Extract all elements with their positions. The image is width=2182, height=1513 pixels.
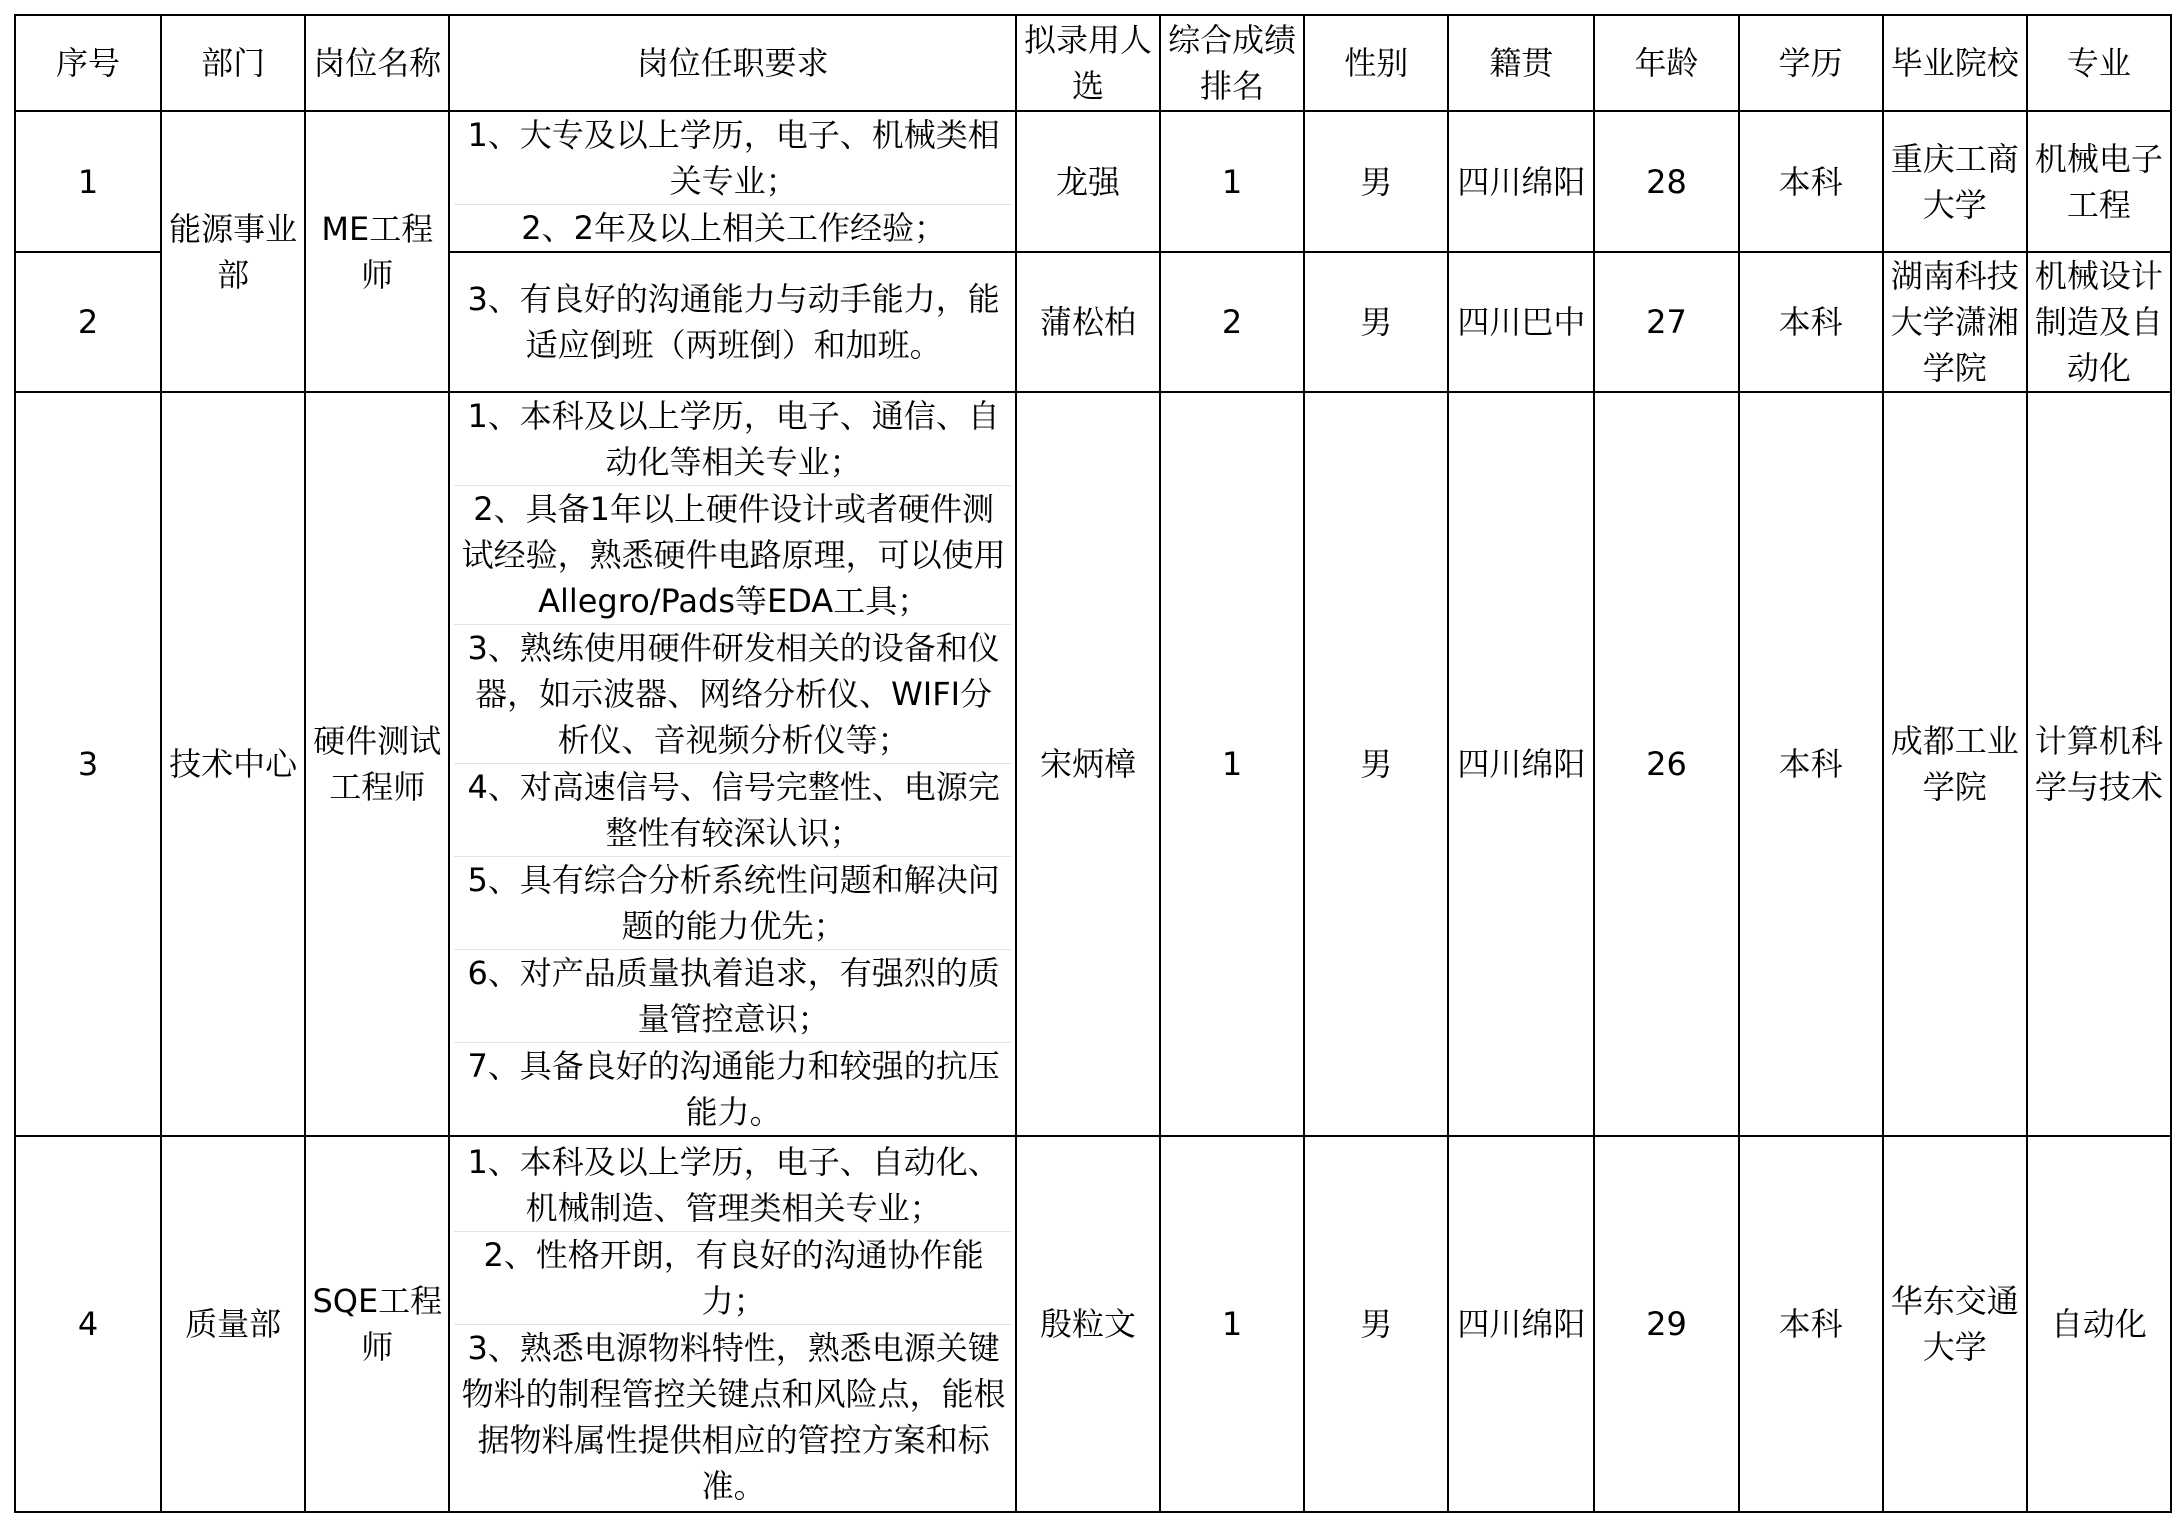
cell-rank: 1 <box>1160 392 1304 1136</box>
header-education: 学历 <box>1739 15 1883 111</box>
header-gender: 性别 <box>1304 15 1448 111</box>
cell-major: 机械电子工程 <box>2027 111 2171 252</box>
header-rank: 综合成绩排名 <box>1160 15 1304 111</box>
cell-seq: 1 <box>15 111 161 252</box>
cell-candidate: 殷粒文 <box>1016 1136 1160 1512</box>
cell-origin: 四川巴中 <box>1448 252 1594 392</box>
cell-gender: 男 <box>1304 392 1448 1136</box>
requirement-item: 2、具备1年以上硬件设计或者硬件测试经验，熟悉硬件电路原理，可以使用Allegro/Pads等EDA工具； <box>454 486 1011 625</box>
cell-candidate: 宋炳樟 <box>1016 392 1160 1136</box>
cell-education: 本科 <box>1739 111 1883 252</box>
requirement-item: 7、具备良好的沟通能力和较强的抗压能力。 <box>467 1047 1000 1131</box>
cell-major: 自动化 <box>2027 1136 2171 1512</box>
cell-education: 本科 <box>1739 1136 1883 1512</box>
table-row <box>15 1136 2171 1512</box>
cell-gender: 男 <box>1304 1136 1448 1512</box>
cell-rank: 2 <box>1160 252 1304 392</box>
table-row <box>15 111 2171 252</box>
cell-seq: 4 <box>15 1136 161 1512</box>
cell-dept: 质量部 <box>161 1136 305 1512</box>
cell-gender: 男 <box>1304 111 1448 252</box>
requirement-item: 2、2年及以上相关工作经验； <box>521 209 946 247</box>
cell-position: SQE工程师 <box>305 1136 449 1512</box>
requirement-item: 4、对高速信号、信号完整性、电源完整性有较深认识； <box>454 764 1011 857</box>
cell-requirements <box>449 1136 1016 1512</box>
cell-major: 机械设计制造及自动化 <box>2027 252 2171 392</box>
cell-origin: 四川绵阳 <box>1448 1136 1594 1512</box>
cell-education: 本科 <box>1739 252 1883 392</box>
cell-dept: 能源事业部 <box>161 111 305 392</box>
cell-position: ME工程师 <box>305 111 449 392</box>
cell-requirements <box>449 252 1016 392</box>
header-row <box>15 15 2171 111</box>
requirement-item: 1、大专及以上学历，电子、机械类相关专业； <box>454 112 1011 205</box>
header-dept: 部门 <box>161 15 305 111</box>
requirement-item: 1、本科及以上学历，电子、自动化、机械制造、管理类相关专业； <box>454 1139 1011 1232</box>
header-school: 毕业院校 <box>1883 15 2027 111</box>
cell-age: 28 <box>1594 111 1738 252</box>
requirement-item: 2、性格开朗，有良好的沟通协作能力； <box>454 1232 1011 1325</box>
cell-rank: 1 <box>1160 111 1304 252</box>
cell-rank: 1 <box>1160 1136 1304 1512</box>
requirement-item: 1、本科及以上学历，电子、通信、自动化等相关专业； <box>454 393 1011 486</box>
header-age: 年龄 <box>1594 15 1738 111</box>
cell-school: 重庆工商大学 <box>1883 111 2027 252</box>
cell-requirements <box>449 392 1016 1136</box>
cell-education: 本科 <box>1739 392 1883 1136</box>
cell-age: 26 <box>1594 392 1738 1136</box>
recruitment-table <box>14 14 2172 1513</box>
cell-seq: 3 <box>15 392 161 1136</box>
requirement-item: 6、对产品质量执着追求，有强烈的质量管控意识； <box>454 950 1011 1043</box>
cell-gender: 男 <box>1304 252 1448 392</box>
table-row <box>15 392 2171 1136</box>
requirement-item: 3、熟悉电源物料特性，熟悉电源关键物料的制程管控关键点和风险点，能根据物料属性提供相应的管控方案和标准。 <box>461 1329 1006 1505</box>
cell-candidate: 龙强 <box>1016 111 1160 252</box>
header-position: 岗位名称 <box>305 15 449 111</box>
cell-dept: 技术中心 <box>161 392 305 1136</box>
header-candidate: 拟录用人选 <box>1016 15 1160 111</box>
cell-origin: 四川绵阳 <box>1448 111 1594 252</box>
header-major: 专业 <box>2027 15 2171 111</box>
cell-age: 29 <box>1594 1136 1738 1512</box>
cell-major: 计算机科学与技术 <box>2027 392 2171 1136</box>
cell-school: 华东交通大学 <box>1883 1136 2027 1512</box>
cell-seq: 2 <box>15 252 161 392</box>
cell-age: 27 <box>1594 252 1738 392</box>
cell-school: 成都工业学院 <box>1883 392 2027 1136</box>
cell-position: 硬件测试工程师 <box>305 392 449 1136</box>
cell-requirements <box>449 111 1016 252</box>
header-origin: 籍贯 <box>1448 15 1594 111</box>
cell-candidate: 蒲松柏 <box>1016 252 1160 392</box>
cell-school: 湖南科技大学潇湘学院 <box>1883 252 2027 392</box>
requirement-item: 3、有良好的沟通能力与动手能力，能适应倒班（两班倒）和加班。 <box>467 280 1000 364</box>
header-requirements: 岗位任职要求 <box>449 15 1016 111</box>
requirement-item: 3、熟练使用硬件研发相关的设备和仪器，如示波器、网络分析仪、WIFI分析仪、音视频分析仪等； <box>454 625 1011 764</box>
cell-origin: 四川绵阳 <box>1448 392 1594 1136</box>
header-seq: 序号 <box>15 15 161 111</box>
requirement-item: 5、具有综合分析系统性问题和解决问题的能力优先； <box>454 857 1011 950</box>
